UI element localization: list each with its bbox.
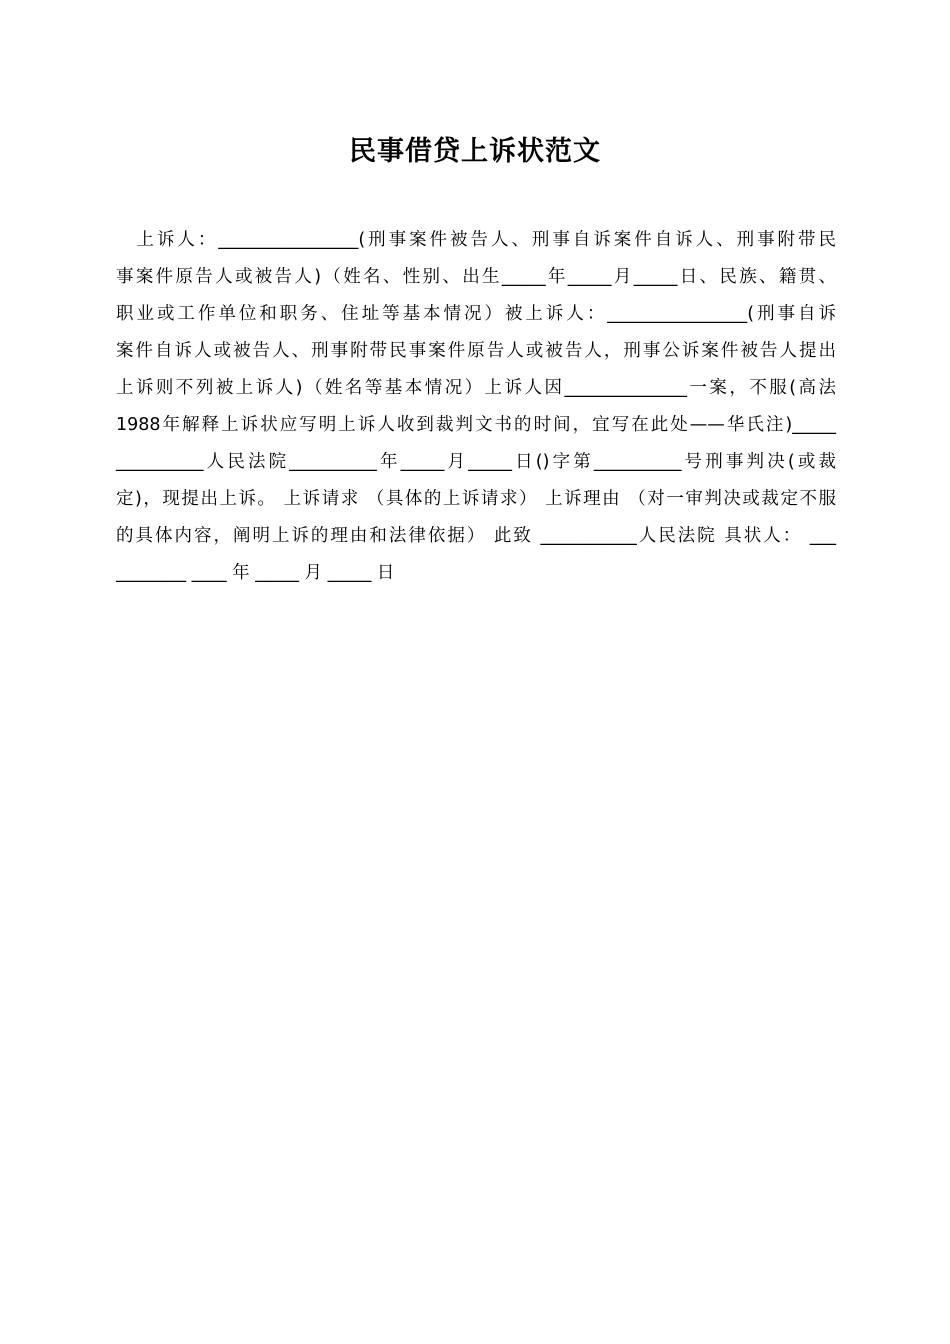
body-line: ________ ____ 年 _____ 月 _____ 日 <box>116 563 395 583</box>
body-line: __________人民法院__________年_____月_____日()字第__________号刑事判决(或裁 <box>116 452 836 472</box>
body-line: 上诉则不列被上诉人)（姓名等基本情况）上诉人因______________一案，不服(高法 <box>116 378 836 398</box>
body-line: 职业或工作单位和职务、住址等基本情况）被上诉人：________________(刑事自诉 <box>116 304 836 324</box>
document-body <box>116 222 836 592</box>
body-line: 事案件原告人或被告人)（姓名、性别、出生_____年_____月_____日、民族、籍贯、 <box>116 267 836 287</box>
body-line: 的具体内容，阐明上诉的理由和法律依据） 此致 ___________人民法院 具状人： ___ <box>116 526 836 546</box>
body-line: 1988年解释上诉状应写明上诉人收到裁判文书的时间，宜写在此处——华氏注)_____ <box>116 415 836 435</box>
body-line: 案件自诉人或被告人、刑事附带民事案件原告人或被告人，刑事公诉案件被告人提出 <box>116 341 836 361</box>
body-line: 上诉人：________________(刑事案件被告人、刑事自诉案件自诉人、刑事附带民 <box>116 230 836 250</box>
document-title: 民事借贷上诉状范文 <box>349 136 601 167</box>
body-line: 定)，现提出上诉。 上诉请求 （具体的上诉请求） 上诉理由 （对一审判决或裁定不服 <box>116 489 836 509</box>
